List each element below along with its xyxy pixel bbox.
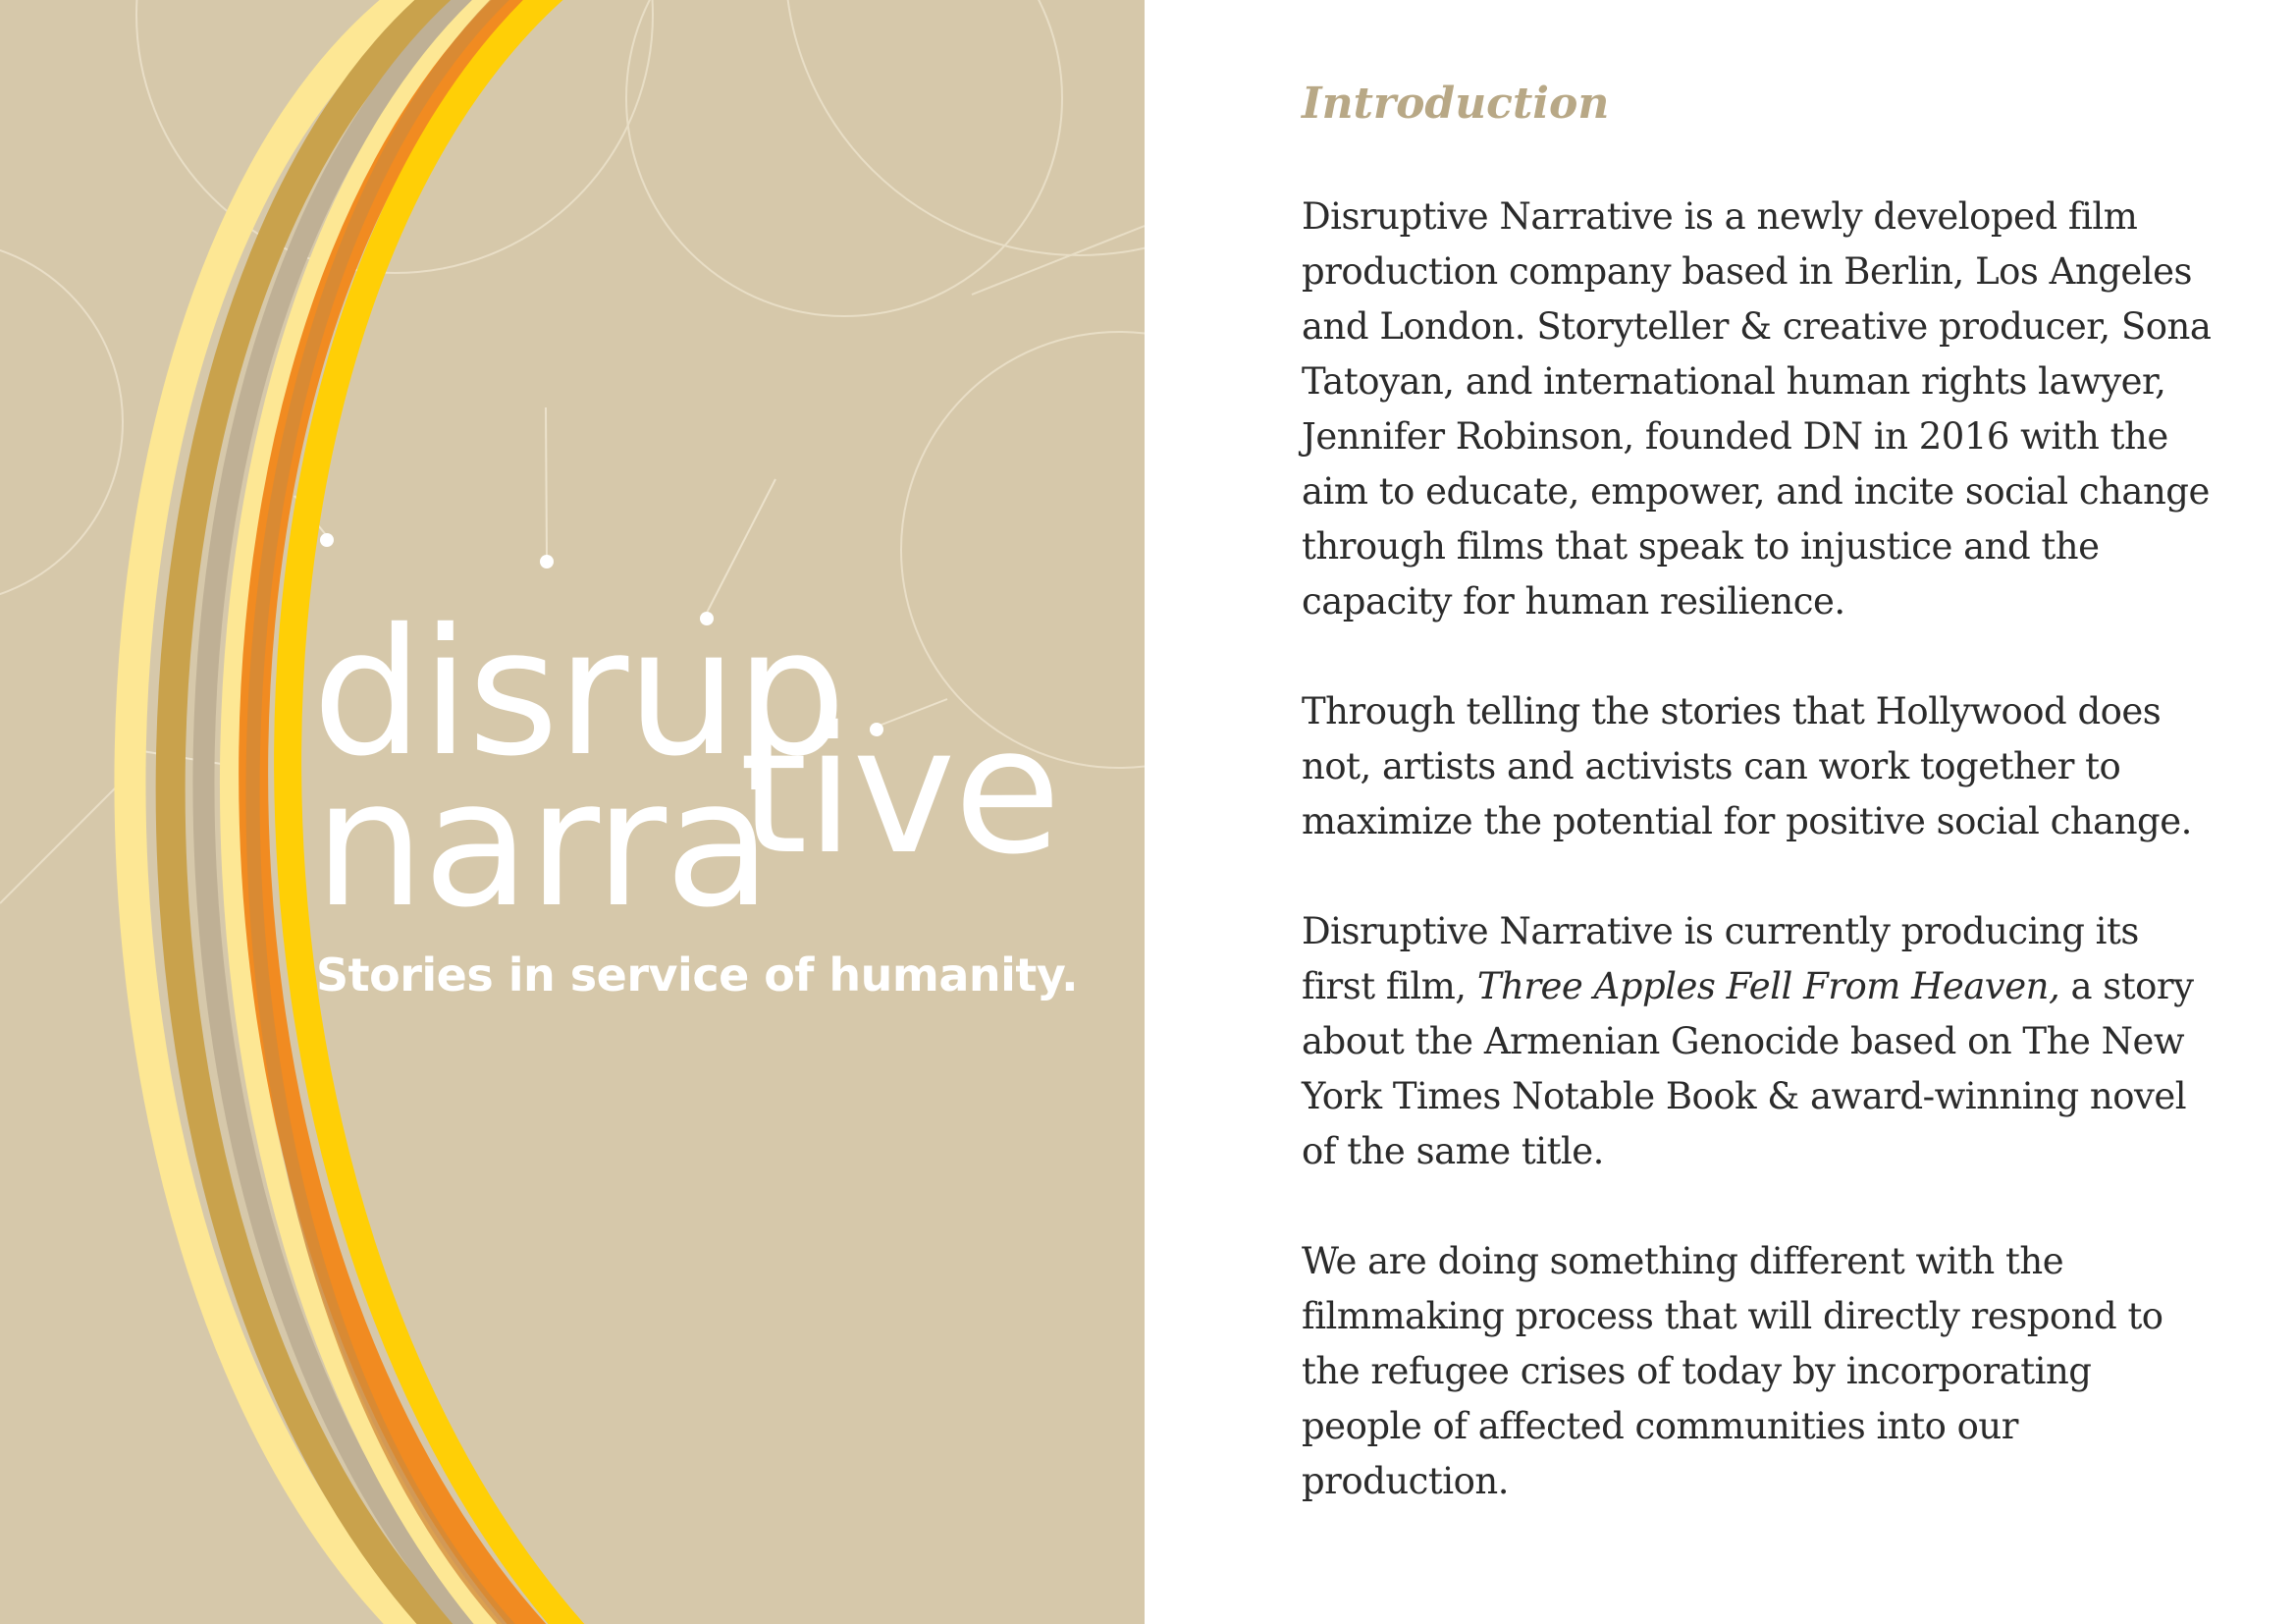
intro-paragraph-2: Through telling the stories that Hollywood does not, artists and activists can work together to maximize the potential for positive social change.	[1302, 690, 2192, 842]
intro-paragraph-4: We are doing something different with the filmmaking process that will directly respond to the refugee crises of today by incorporating people of affected communities into our production.	[1302, 1240, 2163, 1502]
paragraph-3-start: Disruptive Narrative is currently producing its first film,	[1302, 910, 2139, 1007]
cover-panel	[0, 0, 1145, 1624]
intro-paragraph-3	[1302, 904, 2215, 1179]
paragraph-3-end: a story about the Armenian Genocide based on The New York Times Notable Book & award-winning novel of the same title.	[1302, 965, 2194, 1172]
section-heading: Introduction	[1302, 79, 1610, 129]
logo-text-tive: tive	[739, 689, 1060, 893]
logo-text-narra: narra	[314, 742, 771, 946]
tagline: Stories in service of humanity.	[316, 948, 1079, 1001]
logo-text-disrup: disrup	[312, 591, 845, 794]
intro-paragraph-1: Disruptive Narrative is a newly developed film production company based in Berlin, Los Angeles and London. Storyteller & creative producer, Sona Tatoyan, and international human rights lawyer, Jennifer Robinson, founded DN in 2016 with the aim to educate, empower, and incite social change through films that speak to injustice and the capacity for human resilience.	[1302, 195, 2212, 623]
introduction-panel	[1145, 0, 2296, 1624]
film-title: Three Apples Fell From Heaven,	[1476, 965, 2060, 1007]
